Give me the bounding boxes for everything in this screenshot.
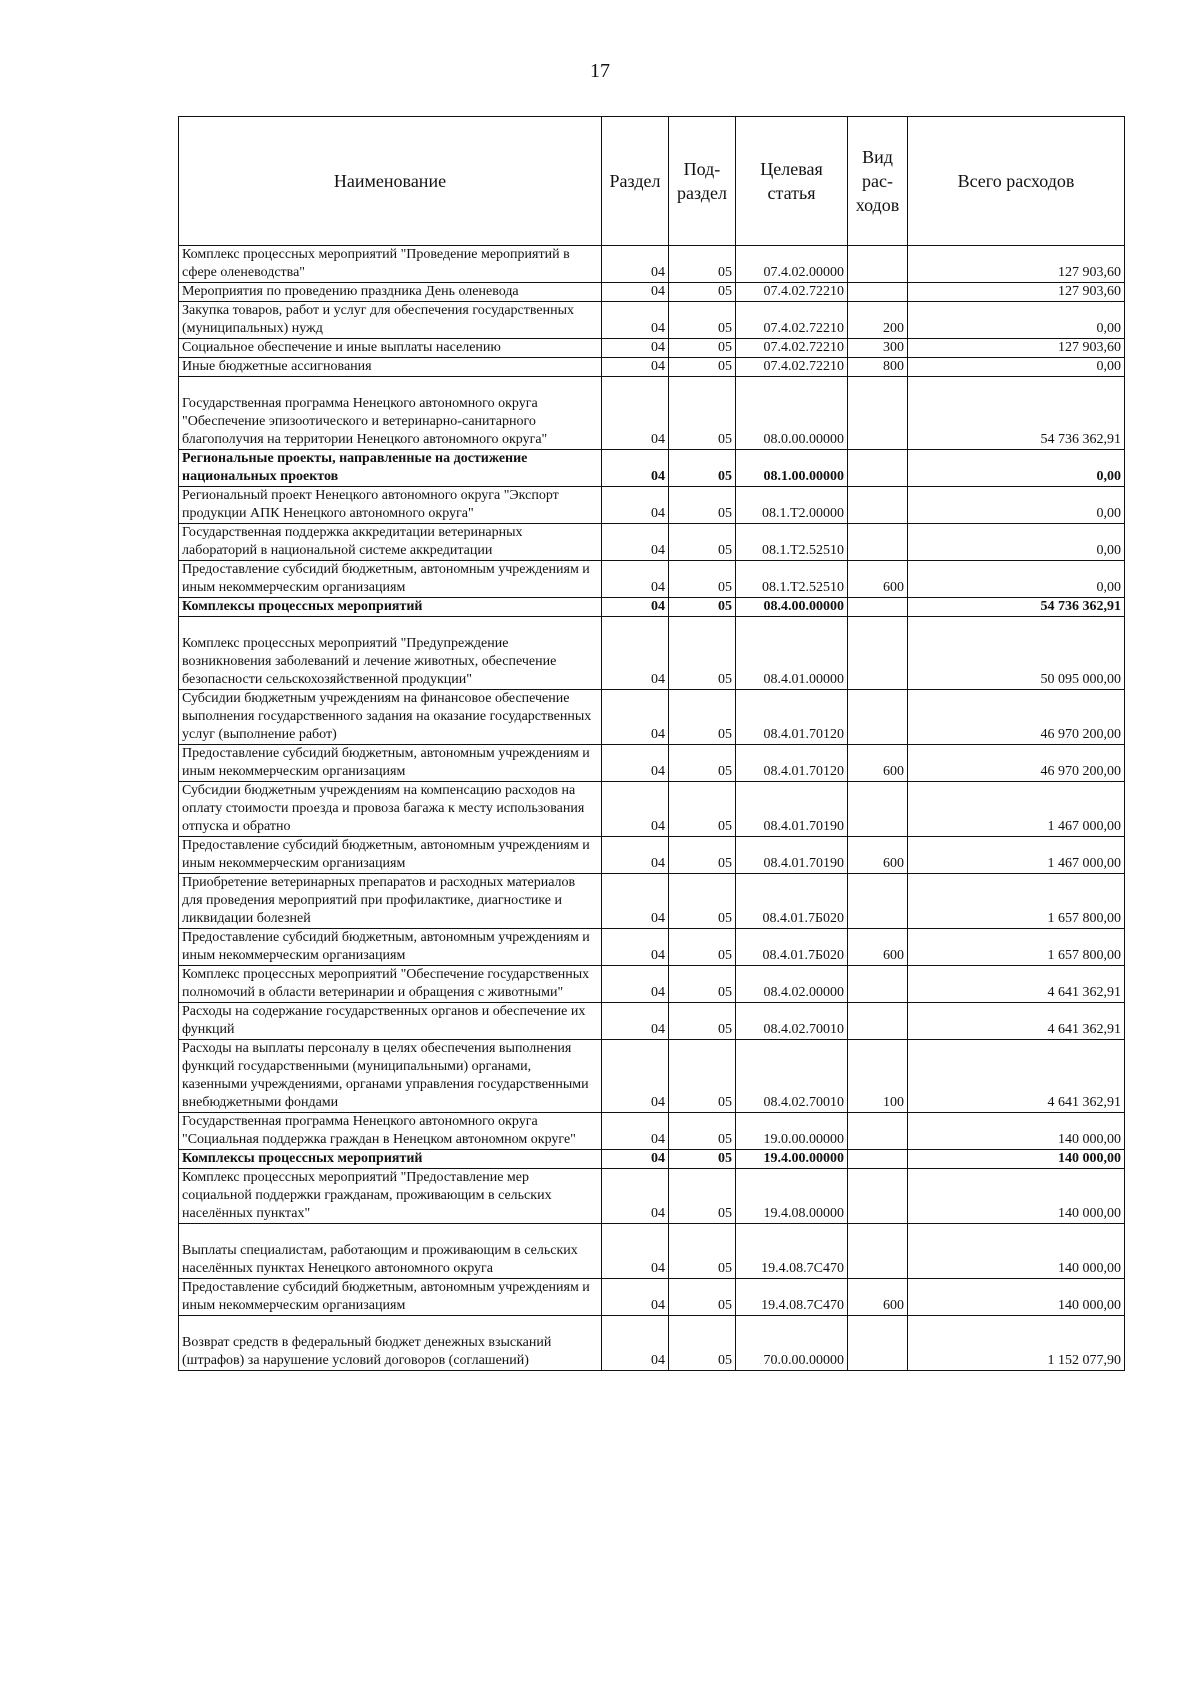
cell-subsection: 05	[669, 1113, 736, 1150]
cell-section: 04	[602, 966, 669, 1003]
cell-section: 04	[602, 246, 669, 283]
table-row	[179, 1169, 1125, 1224]
table-row	[179, 1150, 1125, 1169]
cell-total: 46 970 200,00	[908, 690, 1125, 745]
table-row	[179, 358, 1125, 377]
table-row	[179, 450, 1125, 487]
table-row	[179, 690, 1125, 745]
cell-kind: 600	[848, 837, 908, 874]
cell-target: 08.4.01.7Б020	[736, 874, 848, 929]
cell-target: 08.4.02.70010	[736, 1003, 848, 1040]
cell-target: 07.4.02.72210	[736, 283, 848, 302]
cell-kind	[848, 617, 908, 690]
cell-target: 19.4.00.00000	[736, 1150, 848, 1169]
cell-total: 1 657 800,00	[908, 929, 1125, 966]
cell-name: Региональный проект Ненецкого автономного округа "Экспорт продукции АПК Ненецкого автономного округа"	[179, 487, 602, 524]
table-row	[179, 1224, 1125, 1279]
cell-subsection: 05	[669, 246, 736, 283]
cell-kind: 600	[848, 1279, 908, 1316]
cell-name: Мероприятия по проведению праздника День оленевода	[179, 283, 602, 302]
cell-target: 08.1.Т2.00000	[736, 487, 848, 524]
cell-target: 19.4.08.00000	[736, 1169, 848, 1224]
cell-subsection: 05	[669, 745, 736, 782]
cell-name: Закупка товаров, работ и услуг для обеспечения государственных (муниципальных) нужд	[179, 302, 602, 339]
cell-total: 0,00	[908, 487, 1125, 524]
cell-total: 140 000,00	[908, 1279, 1125, 1316]
cell-kind	[848, 246, 908, 283]
cell-kind: 100	[848, 1040, 908, 1113]
cell-section: 04	[602, 837, 669, 874]
cell-name: Предоставление субсидий бюджетным, автономным учреждениям и иным некоммерческим организациям	[179, 745, 602, 782]
cell-name: Комплекс процессных мероприятий "Обеспечение государственных полномочий в области ветеринарии и обращения с животными"	[179, 966, 602, 1003]
table-row	[179, 966, 1125, 1003]
table-row	[179, 1040, 1125, 1113]
cell-section: 04	[602, 524, 669, 561]
cell-target: 08.4.00.00000	[736, 598, 848, 617]
cell-kind: 300	[848, 339, 908, 358]
cell-target: 19.4.08.7С470	[736, 1279, 848, 1316]
cell-total: 0,00	[908, 450, 1125, 487]
cell-section: 04	[602, 782, 669, 837]
cell-name: Предоставление субсидий бюджетным, автономным учреждениям и иным некоммерческим организациям	[179, 1279, 602, 1316]
cell-name: Иные бюджетные ассигнования	[179, 358, 602, 377]
header-target: Целевая статья	[736, 117, 848, 246]
cell-subsection: 05	[669, 450, 736, 487]
table-row	[179, 745, 1125, 782]
table-row	[179, 1003, 1125, 1040]
cell-section: 04	[602, 487, 669, 524]
header-name: Наименование	[179, 117, 602, 246]
cell-subsection: 05	[669, 1279, 736, 1316]
cell-subsection: 05	[669, 524, 736, 561]
cell-kind	[848, 782, 908, 837]
cell-name: Субсидии бюджетным учреждениям на компенсацию расходов на оплату стоимости проезда и провоза багажа к месту использования отпуска и обратно	[179, 782, 602, 837]
cell-section: 04	[602, 450, 669, 487]
cell-total: 0,00	[908, 561, 1125, 598]
table-row	[179, 837, 1125, 874]
cell-subsection: 05	[669, 283, 736, 302]
table-row	[179, 1113, 1125, 1150]
cell-subsection: 05	[669, 487, 736, 524]
cell-kind: 200	[848, 302, 908, 339]
cell-target: 19.4.08.7С470	[736, 1224, 848, 1279]
cell-kind	[848, 1113, 908, 1150]
cell-name: Комплексы процессных мероприятий	[179, 1150, 602, 1169]
cell-subsection: 05	[669, 837, 736, 874]
table-row	[179, 487, 1125, 524]
cell-total: 46 970 200,00	[908, 745, 1125, 782]
cell-subsection: 05	[669, 874, 736, 929]
cell-subsection: 05	[669, 1003, 736, 1040]
header-section: Раздел	[602, 117, 669, 246]
table-row	[179, 782, 1125, 837]
cell-kind	[848, 690, 908, 745]
header-total: Всего расходов	[908, 117, 1125, 246]
page-number: 17	[590, 60, 610, 82]
cell-section: 04	[602, 1316, 669, 1371]
cell-target: 08.1.Т2.52510	[736, 524, 848, 561]
cell-target: 08.4.01.70120	[736, 690, 848, 745]
cell-total: 1 467 000,00	[908, 837, 1125, 874]
table-body	[179, 246, 1125, 1371]
table-row	[179, 561, 1125, 598]
cell-subsection: 05	[669, 617, 736, 690]
cell-section: 04	[602, 283, 669, 302]
cell-kind: 600	[848, 929, 908, 966]
cell-total: 4 641 362,91	[908, 966, 1125, 1003]
cell-kind	[848, 966, 908, 1003]
cell-kind: 600	[848, 561, 908, 598]
cell-section: 04	[602, 339, 669, 358]
cell-target: 08.4.01.00000	[736, 617, 848, 690]
cell-name: Социальное обеспечение и иные выплаты населению	[179, 339, 602, 358]
cell-name: Государственная поддержка аккредитации ветеринарных лабораторий в национальной системе аккредитации	[179, 524, 602, 561]
cell-section: 04	[602, 690, 669, 745]
cell-target: 07.4.02.72210	[736, 302, 848, 339]
table-row	[179, 302, 1125, 339]
cell-target: 07.4.02.72210	[736, 358, 848, 377]
table-row	[179, 1316, 1125, 1371]
cell-total: 140 000,00	[908, 1150, 1125, 1169]
cell-total: 127 903,60	[908, 339, 1125, 358]
table-row	[179, 1279, 1125, 1316]
cell-subsection: 05	[669, 377, 736, 450]
cell-kind	[848, 874, 908, 929]
cell-target: 08.0.00.00000	[736, 377, 848, 450]
cell-total: 0,00	[908, 358, 1125, 377]
cell-total: 127 903,60	[908, 283, 1125, 302]
table-row	[179, 339, 1125, 358]
table-row	[179, 283, 1125, 302]
cell-subsection: 05	[669, 1169, 736, 1224]
cell-total: 50 095 000,00	[908, 617, 1125, 690]
cell-kind	[848, 1224, 908, 1279]
cell-target: 07.4.02.00000	[736, 246, 848, 283]
cell-kind	[848, 1003, 908, 1040]
cell-name: Приобретение ветеринарных препаратов и расходных материалов для проведения мероприятий при профилактике, диагностике и ликвидации болезней	[179, 874, 602, 929]
cell-subsection: 05	[669, 1040, 736, 1113]
cell-kind	[848, 450, 908, 487]
cell-name: Субсидии бюджетным учреждениям на финансовое обеспечение выполнения государственного задания на оказание государственных услуг (выполнение работ)	[179, 690, 602, 745]
table-row	[179, 617, 1125, 690]
cell-section: 04	[602, 302, 669, 339]
cell-section: 04	[602, 1279, 669, 1316]
cell-section: 04	[602, 1150, 669, 1169]
cell-kind	[848, 283, 908, 302]
cell-section: 04	[602, 1040, 669, 1113]
cell-total: 4 641 362,91	[908, 1040, 1125, 1113]
cell-subsection: 05	[669, 598, 736, 617]
cell-subsection: 05	[669, 966, 736, 1003]
cell-kind	[848, 1169, 908, 1224]
cell-target: 70.0.00.00000	[736, 1316, 848, 1371]
cell-name: Предоставление субсидий бюджетным, автономным учреждениям и иным некоммерческим организациям	[179, 561, 602, 598]
table-row	[179, 874, 1125, 929]
cell-total: 0,00	[908, 302, 1125, 339]
cell-kind	[848, 598, 908, 617]
table-header-row	[179, 117, 1125, 246]
cell-total: 0,00	[908, 524, 1125, 561]
cell-target: 08.1.Т2.52510	[736, 561, 848, 598]
cell-name: Возврат средств в федеральный бюджет денежных взысканий (штрафов) за нарушение условий договоров (соглашений)	[179, 1316, 602, 1371]
cell-name: Государственная программа Ненецкого автономного округа "Социальная поддержка граждан в Ненецком автономном округе"	[179, 1113, 602, 1150]
cell-subsection: 05	[669, 929, 736, 966]
table-row	[179, 246, 1125, 283]
cell-name: Предоставление субсидий бюджетным, автономным учреждениям и иным некоммерческим организациям	[179, 837, 602, 874]
cell-subsection: 05	[669, 302, 736, 339]
cell-name: Предоставление субсидий бюджетным, автономным учреждениям и иным некоммерческим организациям	[179, 929, 602, 966]
cell-name: Комплекс процессных мероприятий "Проведение мероприятий в сфере оленеводства"	[179, 246, 602, 283]
cell-target: 19.0.00.00000	[736, 1113, 848, 1150]
cell-section: 04	[602, 1113, 669, 1150]
cell-total: 140 000,00	[908, 1169, 1125, 1224]
cell-subsection: 05	[669, 1224, 736, 1279]
budget-table	[178, 116, 1125, 1371]
cell-subsection: 05	[669, 561, 736, 598]
cell-name: Расходы на содержание государственных органов и обеспечение их функций	[179, 1003, 602, 1040]
cell-target: 08.4.02.70010	[736, 1040, 848, 1113]
table-row	[179, 377, 1125, 450]
cell-total: 140 000,00	[908, 1113, 1125, 1150]
cell-name: Расходы на выплаты персоналу в целях обеспечения выполнения функций государственными (муниципальными) органами, казенными учреждениями, органами управления государственными внебюджетными фондами	[179, 1040, 602, 1113]
header-subsection: Под- раздел	[669, 117, 736, 246]
cell-section: 04	[602, 1224, 669, 1279]
cell-total: 1 152 077,90	[908, 1316, 1125, 1371]
cell-name: Комплекс процессных мероприятий "Предупреждение возникновения заболеваний и лечение животных, обеспечение безопасности сельскохозяйственной продукции"	[179, 617, 602, 690]
cell-kind	[848, 1150, 908, 1169]
cell-kind: 600	[848, 745, 908, 782]
header-kind: Вид рас- ходов	[848, 117, 908, 246]
cell-subsection: 05	[669, 690, 736, 745]
cell-name: Государственная программа Ненецкого автономного округа "Обеспечение эпизоотического и ветеринарно-санитарного благополучия на территории Ненецкого автономного округа"	[179, 377, 602, 450]
cell-kind	[848, 377, 908, 450]
cell-section: 04	[602, 358, 669, 377]
cell-kind	[848, 1316, 908, 1371]
cell-total: 4 641 362,91	[908, 1003, 1125, 1040]
table-row	[179, 929, 1125, 966]
cell-total: 140 000,00	[908, 1224, 1125, 1279]
cell-section: 04	[602, 1003, 669, 1040]
cell-section: 04	[602, 377, 669, 450]
cell-name: Выплаты специалистам, работающим и проживающим в сельских населённых пунктах Ненецкого автономного округа	[179, 1224, 602, 1279]
cell-target: 07.4.02.72210	[736, 339, 848, 358]
cell-target: 08.4.01.70190	[736, 837, 848, 874]
cell-target: 08.4.01.70190	[736, 782, 848, 837]
cell-name: Комплексы процессных мероприятий	[179, 598, 602, 617]
cell-subsection: 05	[669, 1316, 736, 1371]
cell-name: Региональные проекты, направленные на достижение национальных проектов	[179, 450, 602, 487]
cell-section: 04	[602, 929, 669, 966]
cell-target: 08.1.00.00000	[736, 450, 848, 487]
cell-target: 08.4.01.7Б020	[736, 929, 848, 966]
cell-total: 1 657 800,00	[908, 874, 1125, 929]
cell-kind: 800	[848, 358, 908, 377]
cell-kind	[848, 524, 908, 561]
cell-section: 04	[602, 561, 669, 598]
cell-section: 04	[602, 598, 669, 617]
cell-section: 04	[602, 617, 669, 690]
cell-total: 54 736 362,91	[908, 377, 1125, 450]
cell-subsection: 05	[669, 339, 736, 358]
cell-total: 54 736 362,91	[908, 598, 1125, 617]
cell-subsection: 05	[669, 358, 736, 377]
cell-section: 04	[602, 874, 669, 929]
table-row	[179, 524, 1125, 561]
cell-target: 08.4.02.00000	[736, 966, 848, 1003]
cell-name: Комплекс процессных мероприятий "Предоставление мер социальной поддержки гражданам, проживающим в сельских населённых пунктах"	[179, 1169, 602, 1224]
cell-subsection: 05	[669, 782, 736, 837]
cell-total: 1 467 000,00	[908, 782, 1125, 837]
cell-target: 08.4.01.70120	[736, 745, 848, 782]
cell-total: 127 903,60	[908, 246, 1125, 283]
cell-section: 04	[602, 1169, 669, 1224]
cell-kind	[848, 487, 908, 524]
cell-section: 04	[602, 745, 669, 782]
cell-subsection: 05	[669, 1150, 736, 1169]
table-row	[179, 598, 1125, 617]
